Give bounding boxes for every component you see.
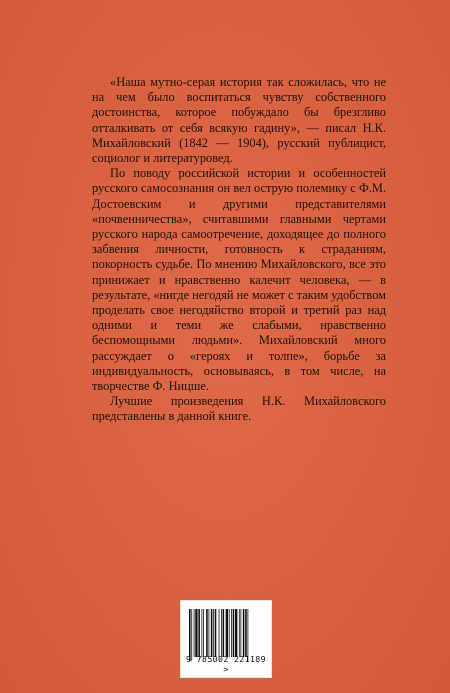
annotation-paragraph-2: По поводу российской истории и особенностей русского самосознания он вел острую полемику с Ф.М. Достоевским и другими представителями «почвенничества», считавшими главными чертами русского народа самоотречение, доходящее до полного забвения личности, готовность к страданиям, покорность судьбе. По мнению Михайловского, все это принижает и нравственно калечит человека, — в результате, «нигде негодяй не может с таким удобством проделать свое негодяйство второй и третий раз над одними и теми же слабыми, нравственно беспомощными людьми». Михайловский много рассуждает о «героях и толпе», борьбе за индивидуальность, основываясь, в том числе, на творчестве Ф. Ницше. (92, 166, 386, 394)
annotation-text (92, 75, 386, 425)
barcode-number: 9 785002 221189 > (186, 654, 266, 674)
annotation-paragraph-3: Лучшие произведения Н.К. Михайловского представлены в данной книге. (92, 394, 386, 424)
annotation-paragraph-1: «Наша мутно-серая история так сложилась, что не на чем было воспитаться чувству собственного достоинства, которое побуждало бы брезгливо отталкивать от себя всякую гадину», — писал Н.К. Михайловский (1842 — 1904), русский публицист, социолог и литературовед. (92, 75, 386, 166)
isbn-barcode (180, 600, 272, 678)
